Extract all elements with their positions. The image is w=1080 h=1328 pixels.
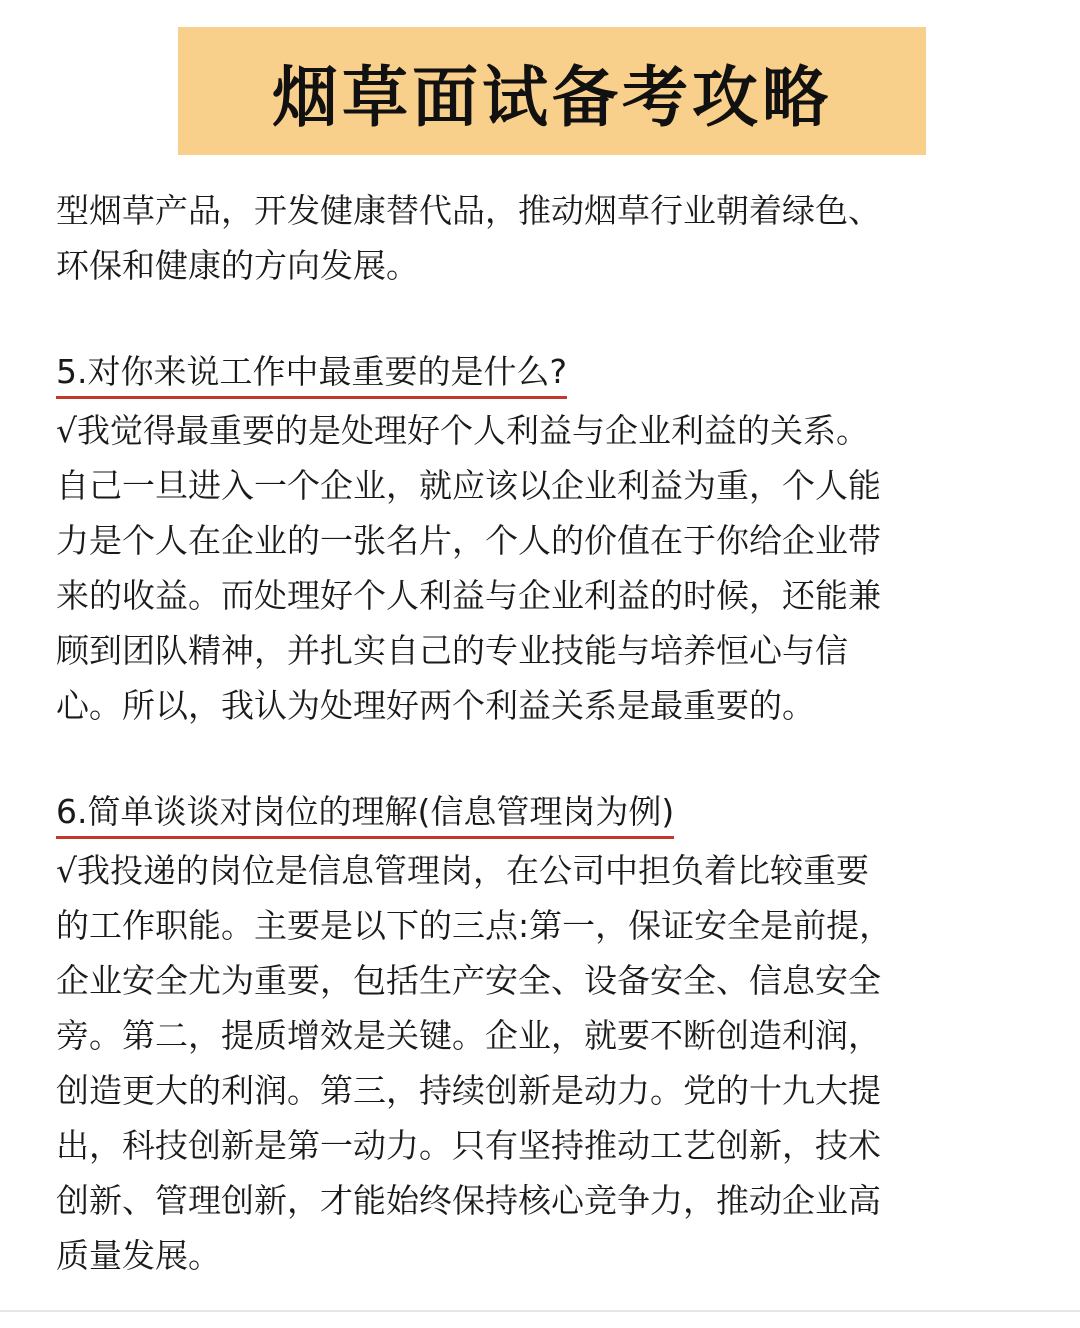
text-line: 创新、管理创新，才能始终保持核心竞争力，推动企业高 [56,1181,881,1220]
spacer [56,293,1026,348]
bottom-divider [0,1310,1080,1312]
text-line: 来的收益。而处理好个人利益与企业利益的时候，还能兼 [56,576,881,615]
question-5-heading: 5.对你来说工作中最重要的是什么? [56,348,567,399]
question-6-heading: 6.简单谈谈对岗位的理解(信息管理岗为例) [56,788,674,839]
text-line: 心。所以，我认为处理好两个利益关系是最重要的。 [56,686,815,725]
article-body [56,183,1026,1283]
text-line: 出，科技创新是第一动力。只有坚持推动工艺创新，技术 [56,1126,881,1165]
text-line: 创造更大的利润。第三，持续创新是动力。党的十九大提 [56,1071,881,1110]
intro-paragraph [56,183,1026,293]
question-5-heading-wrap [56,348,1026,403]
question-6-heading-wrap [56,788,1026,843]
text-line: 企业安全尤为重要，包括生产安全、设备安全、信息安全 [56,961,881,1000]
text-line: 力是个人在企业的一张名片，个人的价值在于你给企业带 [56,521,881,560]
text-line: 型烟草产品，开发健康替代品，推动烟草行业朝着绿色、 [56,191,881,230]
text-line: √我觉得最重要的是处理好个人利益与企业利益的关系。 [56,411,870,450]
text-line: 自己一旦进入一个企业，就应该以企业利益为重，个人能 [56,466,881,505]
page-title: 烟草面试备考攻略 [272,58,832,136]
question-5-answer [56,403,1026,733]
title-banner [178,27,926,155]
text-line: 旁。第二，提质增效是关键。企业，就要不断创造利润， [56,1016,881,1055]
spacer [56,733,1026,788]
text-line: 的工作职能。主要是以下的三点:第一，保证安全是前提， [56,906,893,945]
text-line: 环保和健康的方向发展。 [56,246,419,285]
text-line: √我投递的岗位是信息管理岗，在公司中担负着比较重要 [56,851,870,890]
text-line: 顾到团队精神，并扎实自己的专业技能与培养恒心与信 [56,631,848,670]
question-6-answer [56,843,1026,1283]
text-line: 质量发展。 [56,1236,221,1275]
